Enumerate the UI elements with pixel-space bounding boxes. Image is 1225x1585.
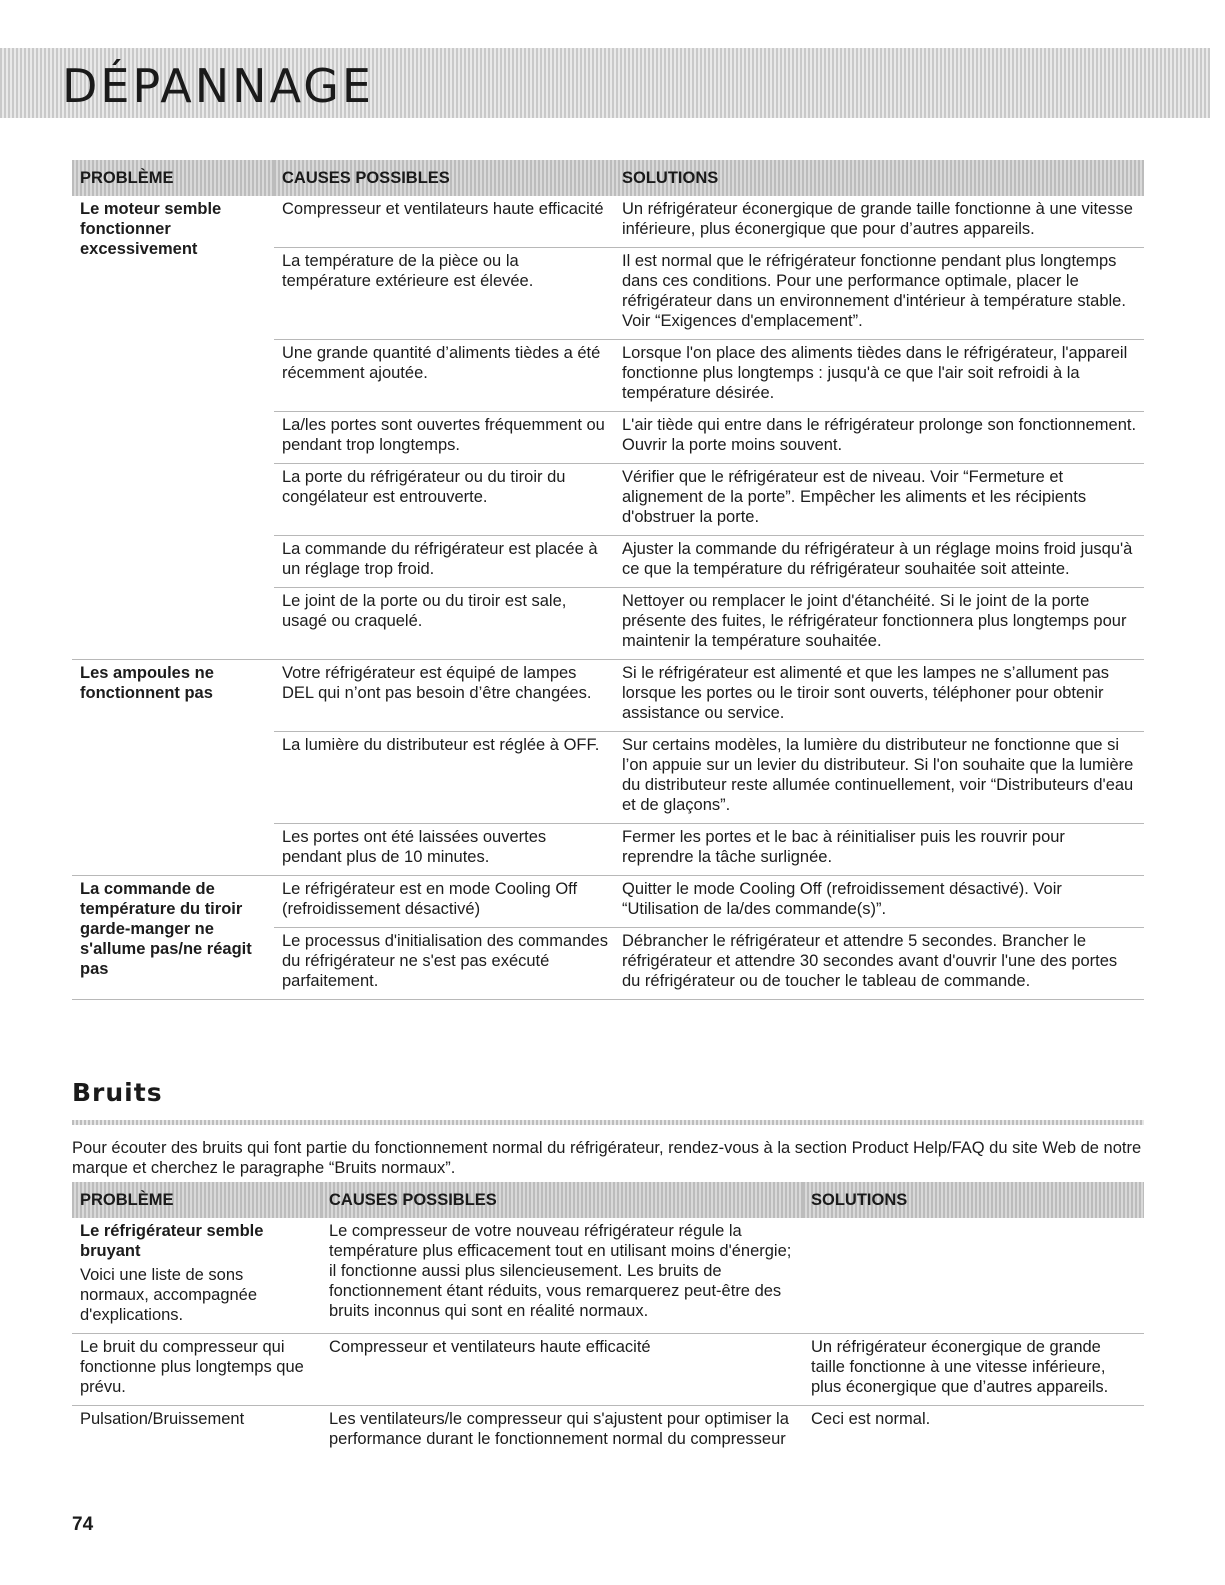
section-divider (72, 1120, 1144, 1125)
header-probleme: PROBLÈME (72, 160, 274, 196)
page-number: 74 (72, 1514, 94, 1535)
solution-cell: Si le réfrigérateur est alimenté et que les lampes ne s’allument pas lorsque les portes ou le tiroir sont ouverts, téléphoner pour obtenir assistance ou service. (614, 660, 1144, 732)
table-row (72, 196, 1144, 248)
table-row (72, 876, 1144, 928)
header-causes: CAUSES POSSIBLES (274, 160, 614, 196)
page-title: DÉPANNAGE (62, 59, 374, 113)
header-solutions: SOLUTIONS (803, 1182, 1144, 1218)
solution-cell: Ceci est normal. (811, 1410, 931, 1428)
section-title-bruits: Bruits (72, 1078, 163, 1107)
problem-cell (72, 1218, 321, 1334)
solution-cell: Sur certains modèles, la lumière du distributeur ne fonctionne que si l’on appuie sur un levier du distributeur. Si l'on souhaite que la lumière du distributeur reste allumée continuellement, voir “Distributeurs d'eau et de glaçons”. (614, 732, 1144, 824)
cause-cell: Le processus d'initialisation des commandes du réfrigérateur ne s'est pas exécuté parfaitement. (274, 928, 614, 1000)
solution-cell: Lorsque l'on place des aliments tièdes dans le réfrigérateur, l'appareil fonctionne plus longtemps : jusqu'à ce que l'air soit refroidi à la température désirée. (614, 340, 1144, 412)
problem-cell: Le moteur semble fonctionner excessivement (72, 196, 274, 660)
solution-cell (803, 1218, 1144, 1334)
header-probleme: PROBLÈME (72, 1182, 321, 1218)
solution-cell: Nettoyer ou remplacer le joint d'étanchéité. Si le joint de la porte présente des fuites, le réfrigérateur fonctionnera plus longtemps pour maintenir la température souhaitée. (614, 588, 1144, 660)
problem-cell: La commande de température du tiroir garde-manger ne s'allume pas/ne réagit pas (72, 876, 274, 1000)
cause-cell: Compresseur et ventilateurs haute efficacité (321, 1334, 803, 1406)
solution-cell: Il est normal que le réfrigérateur fonctionne pendant plus longtemps dans ces conditions. Pour une performance optimale, placer le réfrigérateur dans un environnement d'intérieur à température stable. Voir “Exigences d'emplacement”. (614, 248, 1144, 340)
cause-cell: La température de la pièce ou la température extérieure est élevée. (274, 248, 614, 340)
cause-cell: Une grande quantité d’aliments tièdes a été récemment ajoutée. (274, 340, 614, 412)
problem-cell: Pulsation/Bruissement (80, 1410, 245, 1428)
cause-cell: Le joint de la porte ou du tiroir est sale, usagé ou craquelé. (274, 588, 614, 660)
solution-cell: Quitter le mode Cooling Off (refroidissement désactivé). Voir “Utilisation de la/des commande(s)”. (614, 876, 1144, 928)
cause-cell: Le compresseur de votre nouveau réfrigérateur régule la température plus efficacement tout en utilisant moins d'énergie; il fonctionne aussi plus silencieusement. Les bruits de fonctionnement étant réduits, vous remarquerez peut-être des bruits inconnus qui sont en réalité normaux. (321, 1218, 803, 1334)
problem-title: Le réfrigérateur semble bruyant (80, 1222, 264, 1260)
cause-cell: Compresseur et ventilateurs haute efficacité (274, 196, 614, 248)
cause-cell: Les ventilateurs/le compresseur qui s'ajustent pour optimiser la performance durant le fonctionnement normal du compresseur (329, 1410, 789, 1448)
solution-cell: Ajuster la commande du réfrigérateur à un réglage moins froid jusqu'à ce que la température du réfrigérateur souhaitée soit atteinte. (614, 536, 1144, 588)
cause-cell: Le réfrigérateur est en mode Cooling Off (refroidissement désactivé) (274, 876, 614, 928)
header-causes: CAUSES POSSIBLES (321, 1182, 803, 1218)
cause-cell: La lumière du distributeur est réglée à OFF. (274, 732, 614, 824)
noise-table (72, 1182, 1144, 1457)
solution-cell: L'air tiède qui entre dans le réfrigérateur prolonge son fonctionnement. Ouvrir la porte moins souvent. (614, 412, 1144, 464)
solution-cell: Un réfrigérateur éconergique de grande taille fonctionne à une vitesse inférieure, plus éconergique que pour d’autres appareils. (614, 196, 1144, 248)
table-header-row (72, 1182, 1144, 1218)
table-header-row (72, 160, 1144, 196)
solution-cell: Un réfrigérateur éconergique de grande taille fonctionne à une vitesse inférieure, plus éconergique que d’autres appareils. (803, 1334, 1144, 1406)
solution-cell: Débrancher le réfrigérateur et attendre 5 secondes. Brancher le réfrigérateur et attendre 30 secondes avant d'ouvrir l'une des portes du réfrigérateur ou de toucher le tableau de commande. (614, 928, 1144, 1000)
troubleshooting-table (72, 160, 1144, 1000)
solution-cell: Vérifier que le réfrigérateur est de niveau. Voir “Fermeture et alignement de la porte”. Empêcher les aliments et les récipients d'obstruer la porte. (614, 464, 1144, 536)
cause-cell: La/les portes sont ouvertes fréquemment ou pendant trop longtemps. (274, 412, 614, 464)
solution-cell: Fermer les portes et le bac à réinitialiser puis les rouvrir pour reprendre la tâche surlignée. (614, 824, 1144, 876)
table-row (72, 660, 1144, 732)
problem-cell: Les ampoules ne fonctionnent pas (72, 660, 274, 876)
table-row (72, 1334, 1144, 1406)
cause-cell: La commande du réfrigérateur est placée à un réglage trop froid. (274, 536, 614, 588)
cause-cell: Les portes ont été laissées ouvertes pendant plus de 10 minutes. (274, 824, 614, 876)
bruits-intro: Pour écouter des bruits qui font partie du fonctionnement normal du réfrigérateur, rendez-vous à la section Product Help/FAQ du site Web de notre marque et cherchez le paragraphe “Bruits normaux”. (72, 1139, 1142, 1177)
problem-cell: Le bruit du compresseur qui fonctionne plus longtemps que prévu. (72, 1334, 321, 1406)
cause-cell: Votre réfrigérateur est équipé de lampes DEL qui n’ont pas besoin d’être changées. (274, 660, 614, 732)
problem-note: Voici une liste de sons normaux, accompagnée d'explications. (80, 1266, 258, 1324)
table-row (72, 1406, 1144, 1458)
cause-cell: La porte du réfrigérateur ou du tiroir du congélateur est entrouverte. (274, 464, 614, 536)
table-row (72, 1218, 1144, 1334)
header-solutions: SOLUTIONS (614, 160, 1144, 196)
